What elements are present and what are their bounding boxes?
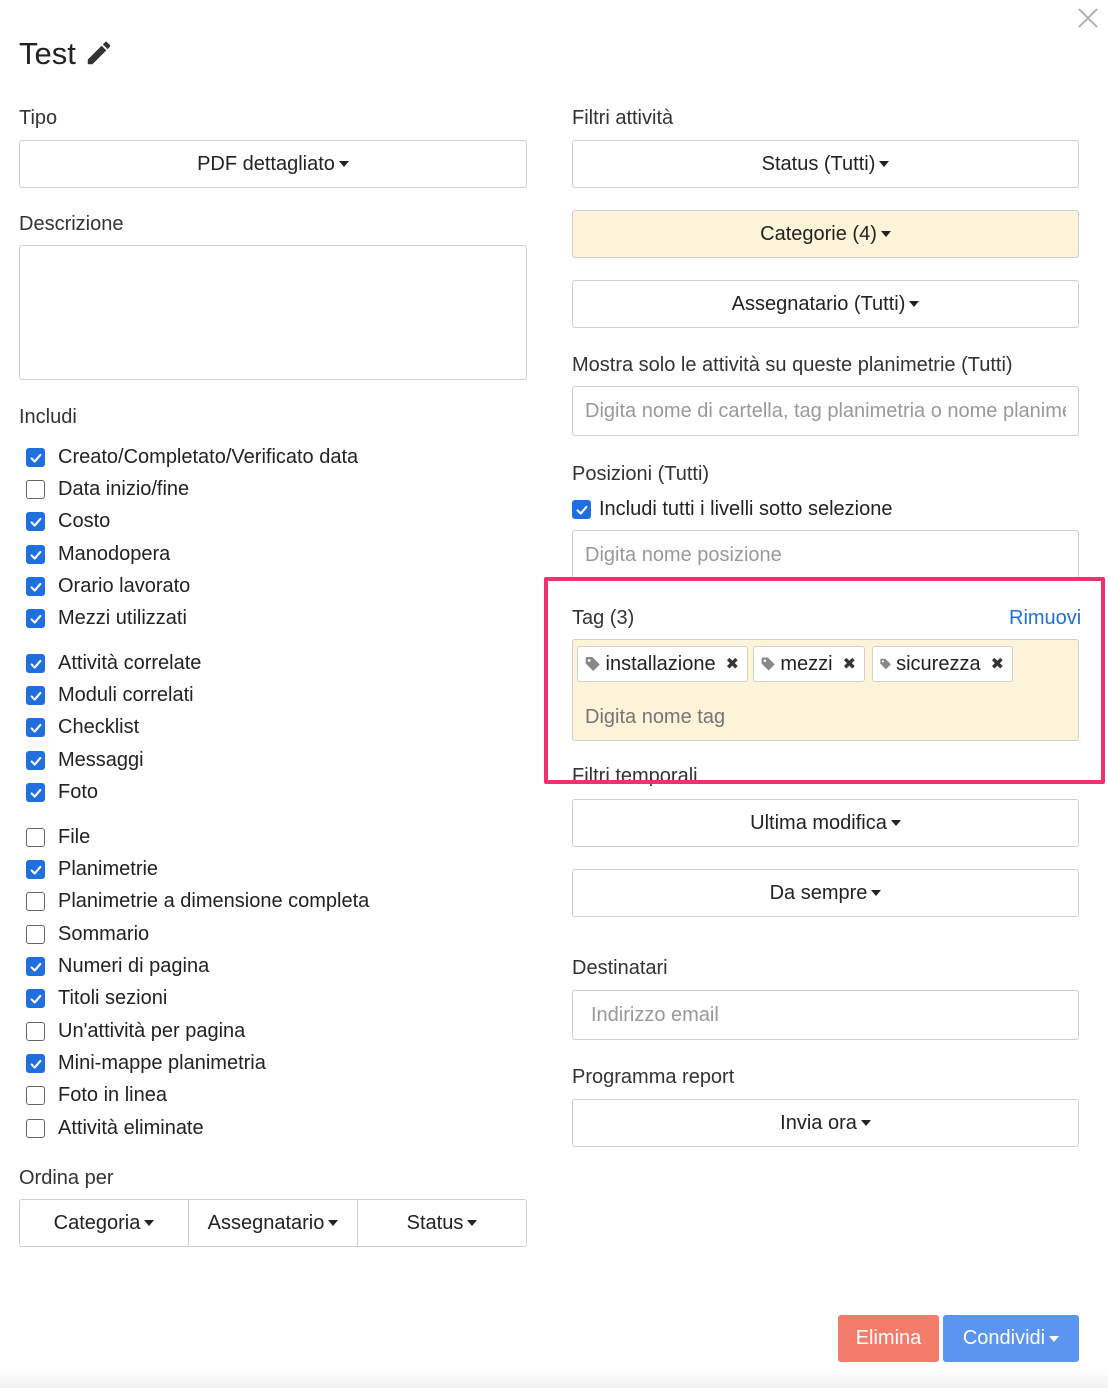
includi-checkbox-row[interactable] — [26, 923, 149, 946]
includi-checkbox-row[interactable] — [26, 478, 189, 501]
ultima-modifica-label: Ultima modifica — [750, 811, 887, 834]
caret-down-icon — [871, 890, 881, 896]
tipo-value: PDF dettagliato — [197, 152, 335, 175]
includi-checkbox-label: Messaggi — [58, 749, 144, 771]
annotation-mask — [548, 781, 1101, 784]
invia-ora-dropdown[interactable] — [572, 1099, 1079, 1147]
includi-checkbox-row[interactable] — [26, 987, 167, 1010]
elimina-button[interactable] — [838, 1315, 939, 1362]
caret-down-icon — [339, 161, 349, 167]
includi-checkbox-label: Sommario — [58, 923, 150, 945]
includi-checkbox-label: Foto in linea — [58, 1084, 167, 1106]
includi-checkbox[interactable] — [26, 860, 45, 879]
caret-down-icon — [144, 1220, 154, 1226]
checkmark-icon — [29, 754, 43, 768]
remove-tag-icon[interactable]: ✖ — [990, 656, 1004, 673]
ultima-modifica-dropdown[interactable] — [572, 799, 1079, 847]
checkmark-icon — [29, 1057, 43, 1071]
assegnatario-dropdown-label: Assegnatario (Tutti) — [731, 292, 906, 315]
caret-down-icon — [1049, 1336, 1059, 1342]
tag-icon — [879, 654, 892, 674]
includi-checkbox-label: Planimetrie — [58, 858, 159, 880]
includi-checkbox-row[interactable] — [26, 955, 209, 978]
includi-checkbox-row[interactable] — [26, 826, 90, 849]
includi-checkbox-row[interactable] — [26, 684, 194, 707]
categorie-dropdown-label: Categorie (4) — [760, 222, 877, 245]
includi-checkbox[interactable] — [26, 686, 45, 705]
includi-checkbox-row[interactable] — [26, 1052, 266, 1075]
checkmark-icon — [29, 721, 43, 735]
includi-checkbox-row[interactable] — [26, 1084, 167, 1107]
includi-checkbox-label: Checklist — [58, 716, 140, 738]
email-input[interactable] — [572, 990, 1079, 1040]
tag-search-input[interactable] — [573, 700, 1053, 734]
tag-icon — [584, 654, 602, 674]
includi-checkbox-label: Titoli sezioni — [58, 987, 168, 1009]
planimetrie-search-input[interactable] — [572, 386, 1079, 436]
posizione-search-input[interactable] — [572, 530, 1079, 580]
includi-checkbox-label: Numeri di pagina — [58, 955, 210, 977]
includi-checkbox-label: Data inizio/fine — [58, 478, 190, 500]
checkmark-icon — [29, 580, 43, 594]
checkmark-icon — [29, 657, 43, 671]
tag-chip-label: mezzi — [780, 652, 833, 675]
filtri-attivita-label: Filtri attività — [572, 107, 674, 129]
tag-chip — [577, 646, 748, 682]
close-icon — [1076, 6, 1100, 30]
checkmark-icon — [29, 992, 43, 1006]
includi-livelli-checkbox[interactable] — [572, 500, 591, 519]
includi-checkbox[interactable] — [26, 925, 45, 944]
includi-checkbox-label: Costo — [58, 510, 111, 532]
includi-checkbox-label: Un'attività per pagina — [58, 1020, 246, 1042]
tag-chip — [753, 646, 865, 682]
destinatari-label: Destinatari — [572, 957, 668, 979]
categorie-dropdown[interactable] — [572, 210, 1079, 258]
includi-checkbox-label: Orario lavorato — [58, 575, 191, 597]
includi-checkbox-label: Mezzi utilizzati — [58, 607, 187, 629]
pencil-icon — [84, 38, 114, 68]
condividi-label: Condividi — [962, 1327, 1046, 1349]
includi-checkbox[interactable] — [26, 892, 45, 911]
includi-checkbox[interactable] — [26, 751, 45, 770]
edit-title-button[interactable] — [84, 38, 114, 68]
includi-checkbox-label: Foto — [58, 781, 99, 803]
remove-tag-icon[interactable]: ✖ — [842, 656, 856, 673]
descrizione-textarea[interactable] — [19, 245, 527, 380]
tag-label: Tag (3) — [572, 607, 635, 629]
rimuovi-link[interactable]: Rimuovi — [1009, 607, 1082, 629]
status-dropdown[interactable] — [572, 140, 1079, 188]
invia-ora-label: Invia ora — [780, 1111, 857, 1134]
checkmark-icon — [29, 451, 43, 465]
ordina-categoria-button[interactable] — [19, 1199, 189, 1247]
status-dropdown-label: Status (Tutti) — [761, 152, 876, 175]
includi-checkbox-row[interactable] — [26, 575, 190, 598]
includi-checkbox[interactable] — [26, 577, 45, 596]
includi-checkbox-label: Planimetrie a dimensione completa — [58, 890, 370, 912]
includi-checkbox-label: Attività eliminate — [58, 1117, 204, 1139]
elimina-label: Elimina — [855, 1327, 922, 1349]
includi-checkbox[interactable] — [26, 1119, 45, 1138]
includi-checkbox[interactable] — [26, 828, 45, 847]
includi-checkbox[interactable] — [26, 989, 45, 1008]
checkmark-icon — [29, 960, 43, 974]
includi-checkbox-row[interactable] — [26, 1117, 204, 1140]
includi-checkbox[interactable] — [26, 1086, 45, 1105]
caret-down-icon — [861, 1120, 871, 1126]
ordina-status-label: Status — [406, 1211, 464, 1234]
ordina-categoria-label: Categoria — [53, 1211, 141, 1234]
checkmark-icon — [29, 863, 43, 877]
includi-livelli-label: Includi tutti i livelli sotto selezione — [599, 498, 893, 520]
includi-checkbox[interactable] — [26, 545, 45, 564]
includi-checkbox-row[interactable] — [26, 446, 358, 469]
tipo-label: Tipo — [19, 107, 58, 129]
includi-checkbox[interactable] — [26, 609, 45, 628]
caret-down-icon — [467, 1220, 477, 1226]
page-title — [19, 36, 76, 72]
includi-checkbox-row[interactable] — [26, 607, 187, 630]
ordina-status-button[interactable] — [357, 1199, 527, 1247]
includi-checkbox-label: Mini-mappe planimetria — [58, 1052, 266, 1074]
checkmark-icon — [29, 515, 43, 529]
title-text: Test — [19, 36, 76, 71]
includi-checkbox[interactable] — [26, 718, 45, 737]
includi-checkbox-row[interactable] — [26, 716, 139, 739]
includi-checkbox-row[interactable] — [26, 510, 110, 533]
tag-icon — [760, 654, 776, 674]
tag-input-box[interactable] — [572, 639, 1079, 741]
checkmark-icon — [575, 503, 589, 517]
descrizione-label: Descrizione — [19, 213, 124, 235]
includi-livelli-checkbox-row[interactable] — [572, 498, 892, 521]
caret-down-icon — [881, 231, 891, 237]
includi-checkbox[interactable] — [26, 783, 45, 802]
checkmark-icon — [29, 689, 43, 703]
tag-chip — [872, 646, 1013, 682]
includi-checkbox[interactable] — [26, 1054, 45, 1073]
includi-checkbox[interactable] — [26, 1022, 45, 1041]
includi-checkbox-row[interactable] — [26, 890, 369, 913]
includi-checkbox[interactable] — [26, 512, 45, 531]
ordina-assegnatario-button[interactable] — [188, 1199, 358, 1247]
tag-chip-label: sicurezza — [896, 652, 981, 675]
caret-down-icon — [879, 161, 889, 167]
includi-checkbox-row[interactable] — [26, 749, 144, 772]
ordina-assegnatario-label: Assegnatario — [207, 1211, 325, 1234]
da-sempre-label: Da sempre — [769, 881, 868, 904]
programma-label: Programma report — [572, 1066, 735, 1088]
da-sempre-dropdown[interactable] — [572, 869, 1079, 917]
includi-checkbox-row[interactable] — [26, 543, 170, 566]
posizioni-label: Posizioni (Tutti) — [572, 463, 710, 485]
caret-down-icon — [328, 1220, 338, 1226]
includi-checkbox-row[interactable] — [26, 652, 201, 675]
includi-checkbox-row[interactable] — [26, 858, 158, 881]
condividi-button[interactable] — [943, 1315, 1079, 1362]
includi-checkbox-label: Attività correlate — [58, 652, 202, 674]
includi-checkbox-row[interactable] — [26, 1020, 245, 1043]
tipo-dropdown[interactable] — [19, 140, 527, 188]
includi-checkbox[interactable] — [26, 448, 45, 467]
checkmark-icon — [29, 548, 43, 562]
close-button[interactable] — [1076, 6, 1100, 30]
includi-checkbox-label: Moduli correlati — [58, 684, 194, 706]
remove-tag-icon[interactable]: ✖ — [725, 656, 739, 673]
bottom-fade — [0, 1368, 1108, 1388]
includi-label: Includi — [19, 406, 77, 428]
filtri-temporali-label: Filtri temporali — [572, 765, 698, 787]
caret-down-icon — [909, 301, 919, 307]
tag-chip-label: installazione — [605, 652, 716, 675]
checkmark-icon — [29, 786, 43, 800]
includi-checkbox-row[interactable] — [26, 781, 98, 804]
caret-down-icon — [891, 820, 901, 826]
includi-checkbox-label: Manodopera — [58, 543, 171, 565]
includi-checkbox[interactable] — [26, 957, 45, 976]
includi-checkbox-label: Creato/Completato/Verificato data — [58, 446, 359, 468]
includi-checkbox[interactable] — [26, 654, 45, 673]
includi-checkbox[interactable] — [26, 480, 45, 499]
planimetrie-label: Mostra solo le attività su queste planimetrie (Tutti) — [572, 354, 1013, 376]
checkmark-icon — [29, 612, 43, 626]
assegnatario-dropdown[interactable] — [572, 280, 1079, 328]
includi-checkbox-label: File — [58, 826, 91, 848]
ordina-label: Ordina per — [19, 1167, 114, 1189]
